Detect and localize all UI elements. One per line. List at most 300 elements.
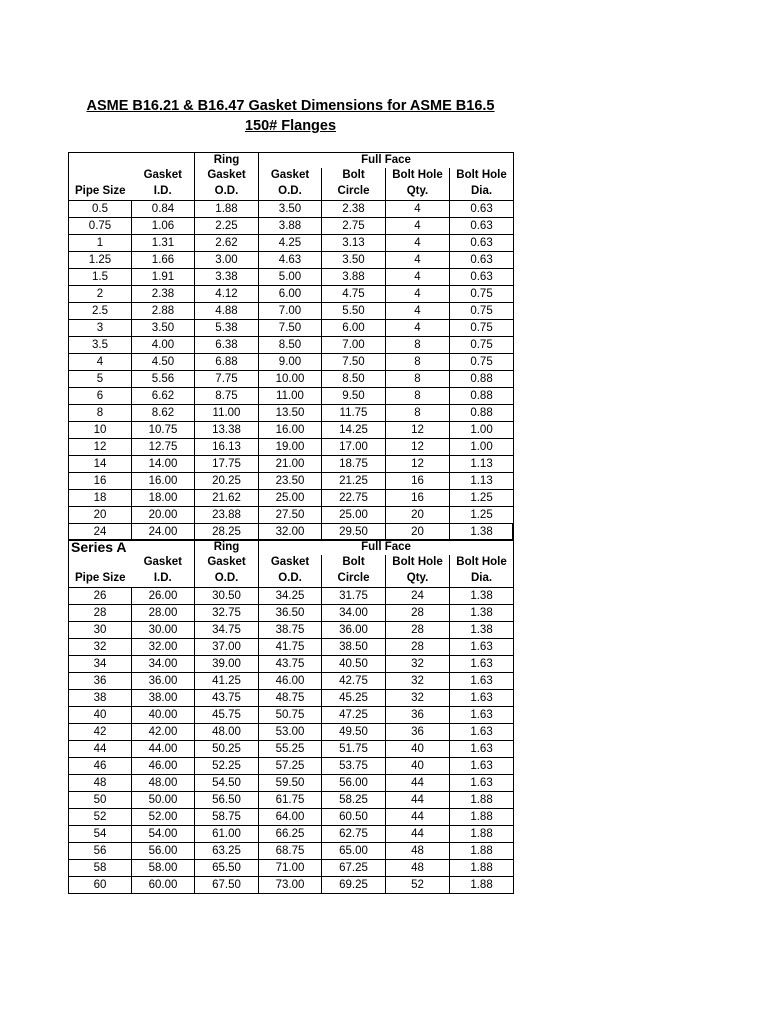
- cell-bolt-hole-qty: 36: [386, 707, 450, 724]
- cell-bolt-hole-dia: 1.88: [450, 826, 514, 843]
- cell-ring-gasket-od: 54.50: [195, 775, 259, 792]
- cell-ring-gasket-od: 4.12: [195, 286, 259, 303]
- cell-bolt-hole-dia: 0.88: [450, 388, 514, 405]
- cell-bolt-circle: 53.75: [322, 758, 386, 775]
- cell-pipe-size: 34: [69, 656, 132, 673]
- cell-pipe-size: 44: [69, 741, 132, 758]
- cell-ff-gasket-od: 7.00: [259, 303, 322, 320]
- cell-bolt-hole-qty: 16: [386, 473, 450, 490]
- header-row-3: [69, 571, 514, 588]
- cell-ff-gasket-od: 36.50: [259, 605, 322, 622]
- cell-ff-gasket-od: 59.50: [259, 775, 322, 792]
- cell-ff-gasket-od: 27.50: [259, 507, 322, 524]
- cell-bolt-hole-dia: 0.63: [450, 235, 514, 252]
- cell-ring-gasket-od: 67.50: [195, 877, 259, 894]
- cell-bolt-hole-qty: 32: [386, 690, 450, 707]
- header-bolt-top: Bolt: [322, 555, 386, 571]
- cell-ff-gasket-od: 61.75: [259, 792, 322, 809]
- cell-bolt-circle: 45.25: [322, 690, 386, 707]
- cell-bolt-circle: 11.75: [322, 405, 386, 422]
- cell-gasket-id: 36.00: [132, 673, 195, 690]
- cell-gasket-id: 52.00: [132, 809, 195, 826]
- table-row: [69, 673, 514, 690]
- cell-ring-gasket-od: 48.00: [195, 724, 259, 741]
- cell-bolt-hole-dia: 1.38: [450, 605, 514, 622]
- cell-bolt-circle: 7.00: [322, 337, 386, 354]
- cell-bolt-circle: 2.38: [322, 201, 386, 218]
- cell-gasket-id: 42.00: [132, 724, 195, 741]
- cell-pipe-size: 0.75: [69, 218, 132, 235]
- cell-gasket-id: 1.66: [132, 252, 195, 269]
- cell-ring-gasket-od: 61.00: [195, 826, 259, 843]
- cell-bolt-hole-dia: 1.38: [450, 622, 514, 639]
- cell-gasket-id: 10.75: [132, 422, 195, 439]
- cell-gasket-id: 1.06: [132, 218, 195, 235]
- cell-gasket-id: 34.00: [132, 656, 195, 673]
- cell-bolt-hole-dia: 0.75: [450, 337, 514, 354]
- table-row: [69, 690, 514, 707]
- cell-bolt-circle: 69.25: [322, 877, 386, 894]
- cell-ff-gasket-od: 3.88: [259, 218, 322, 235]
- header-full-face: Full Face: [259, 153, 514, 169]
- cell-ring-gasket-od: 63.25: [195, 843, 259, 860]
- cell-bolt-hole-qty: 28: [386, 639, 450, 656]
- cell-bolt-circle: 3.13: [322, 235, 386, 252]
- cell-gasket-id: 54.00: [132, 826, 195, 843]
- cell-gasket-id: 8.62: [132, 405, 195, 422]
- header-ff-od: O.D.: [259, 571, 322, 588]
- cell-bolt-circle: 5.50: [322, 303, 386, 320]
- header-ff-gasket-top: Gasket: [259, 168, 322, 184]
- cell-bolt-hole-qty: 4: [386, 286, 450, 303]
- cell-bolt-hole-qty: 40: [386, 758, 450, 775]
- cell-bolt-circle: 9.50: [322, 388, 386, 405]
- cell-pipe-size: 1.5: [69, 269, 132, 286]
- cell-gasket-id: 28.00: [132, 605, 195, 622]
- cell-ring-gasket-od: 34.75: [195, 622, 259, 639]
- cell-bolt-hole-dia: 1.25: [450, 490, 514, 507]
- cell-bolt-circle: 17.00: [322, 439, 386, 456]
- cell-pipe-size: 2: [69, 286, 132, 303]
- cell-bolt-hole-qty: 44: [386, 826, 450, 843]
- cell-gasket-id: 38.00: [132, 690, 195, 707]
- cell-ring-gasket-od: 1.88: [195, 201, 259, 218]
- cell-pipe-size: 58: [69, 860, 132, 877]
- cell-bolt-hole-qty: 8: [386, 388, 450, 405]
- cell-bolt-hole-qty: 4: [386, 252, 450, 269]
- cell-ff-gasket-od: 55.25: [259, 741, 322, 758]
- cell-gasket-id: 44.00: [132, 741, 195, 758]
- cell-ring-gasket-od: 6.38: [195, 337, 259, 354]
- title-line-2: 150# Flanges: [244, 118, 337, 134]
- cell-ring-gasket-od: 21.62: [195, 490, 259, 507]
- header-ff-gasket-top: Gasket: [259, 555, 322, 571]
- cell-ring-gasket-od: 8.75: [195, 388, 259, 405]
- header-gasket-id-top: Gasket: [143, 169, 182, 181]
- cell-ff-gasket-od: 71.00: [259, 860, 322, 877]
- table-row: [69, 252, 514, 269]
- header-qty: Qty.: [386, 184, 450, 201]
- cell-bolt-hole-qty: 4: [386, 320, 450, 337]
- cell-ring-gasket-od: 56.50: [195, 792, 259, 809]
- cell-pipe-size: 14: [69, 456, 132, 473]
- cell-pipe-size: 2.5: [69, 303, 132, 320]
- cell-pipe-size: 0.5: [69, 201, 132, 218]
- cell-ff-gasket-od: 3.50: [259, 201, 322, 218]
- cell-ring-gasket-od: 52.25: [195, 758, 259, 775]
- table-row: [69, 439, 514, 456]
- cell-pipe-size: 5: [69, 371, 132, 388]
- cell-ring-gasket-od: 30.50: [195, 588, 259, 605]
- header-ff-od: O.D.: [259, 184, 322, 201]
- cell-bolt-hole-dia: 1.00: [450, 439, 514, 456]
- cell-bolt-hole-dia: 1.38: [450, 524, 514, 541]
- cell-bolt-hole-dia: 1.63: [450, 775, 514, 792]
- cell-gasket-id: 20.00: [132, 507, 195, 524]
- cell-ff-gasket-od: 21.00: [259, 456, 322, 473]
- cell-bolt-hole-qty: 8: [386, 354, 450, 371]
- cell-bolt-circle: 6.00: [322, 320, 386, 337]
- cell-bolt-hole-qty: 12: [386, 422, 450, 439]
- cell-ff-gasket-od: 53.00: [259, 724, 322, 741]
- table-row: [69, 588, 514, 605]
- header-ring: Ring: [195, 153, 259, 169]
- cell-bolt-circle: 18.75: [322, 456, 386, 473]
- cell-bolt-circle: 40.50: [322, 656, 386, 673]
- cell-ff-gasket-od: 25.00: [259, 490, 322, 507]
- cell-bolt-hole-dia: 1.88: [450, 809, 514, 826]
- table-spacer: [68, 523, 513, 539]
- header-pipe-size: Pipe Size: [69, 571, 132, 588]
- header-bolt-top: Bolt: [322, 168, 386, 184]
- cell-bolt-circle: 7.50: [322, 354, 386, 371]
- cell-bolt-circle: 22.75: [322, 490, 386, 507]
- cell-bolt-hole-qty: 4: [386, 235, 450, 252]
- cell-gasket-id: 12.75: [132, 439, 195, 456]
- header-ring: Ring: [195, 540, 259, 556]
- cell-gasket-id: 48.00: [132, 775, 195, 792]
- cell-bolt-hole-dia: 0.75: [450, 320, 514, 337]
- cell-gasket-id: 4.50: [132, 354, 195, 371]
- header-pipe-size: Pipe Size: [69, 184, 132, 201]
- cell-gasket-id: 26.00: [132, 588, 195, 605]
- cell-bolt-hole-dia: 1.63: [450, 656, 514, 673]
- cell-ring-gasket-od: 37.00: [195, 639, 259, 656]
- cell-ff-gasket-od: 38.75: [259, 622, 322, 639]
- cell-bolt-hole-dia: 1.63: [450, 741, 514, 758]
- cell-bolt-circle: 65.00: [322, 843, 386, 860]
- cell-bolt-circle: 8.50: [322, 371, 386, 388]
- series-a-label: Series A: [69, 540, 195, 556]
- cell-bolt-hole-dia: 0.63: [450, 252, 514, 269]
- cell-bolt-circle: 3.50: [322, 252, 386, 269]
- table-row: [69, 303, 514, 320]
- table-row: [69, 405, 514, 422]
- gasket-table-b16-47-series-a: [68, 539, 514, 894]
- cell-gasket-id: 5.56: [132, 371, 195, 388]
- cell-bolt-hole-qty: 16: [386, 490, 450, 507]
- table-row: [69, 422, 514, 439]
- cell-ff-gasket-od: 16.00: [259, 422, 322, 439]
- cell-pipe-size: 6: [69, 388, 132, 405]
- cell-ring-gasket-od: 43.75: [195, 690, 259, 707]
- cell-pipe-size: 12: [69, 439, 132, 456]
- cell-ring-gasket-od: 50.25: [195, 741, 259, 758]
- table-row: [69, 877, 514, 894]
- table-row: [69, 371, 514, 388]
- cell-ff-gasket-od: 43.75: [259, 656, 322, 673]
- cell-pipe-size: 1.25: [69, 252, 132, 269]
- table-row: [69, 860, 514, 877]
- cell-bolt-hole-dia: 1.63: [450, 724, 514, 741]
- cell-bolt-hole-qty: 28: [386, 605, 450, 622]
- cell-pipe-size: 4: [69, 354, 132, 371]
- cell-gasket-id: 50.00: [132, 792, 195, 809]
- cell-bolt-circle: 4.75: [322, 286, 386, 303]
- table-row: [69, 656, 514, 673]
- cell-gasket-id: 30.00: [132, 622, 195, 639]
- cell-bolt-circle: 34.00: [322, 605, 386, 622]
- title-line-1: ASME B16.21 & B16.47 Gasket Dimensions for ASME B16.5: [86, 98, 495, 114]
- cell-pipe-size: 30: [69, 622, 132, 639]
- cell-bolt-hole-qty: 48: [386, 843, 450, 860]
- cell-ff-gasket-od: 50.75: [259, 707, 322, 724]
- cell-ff-gasket-od: 11.00: [259, 388, 322, 405]
- cell-gasket-id: 24.00: [132, 524, 195, 541]
- cell-bolt-hole-dia: 1.00: [450, 422, 514, 439]
- cell-bolt-hole-qty: 12: [386, 456, 450, 473]
- cell-pipe-size: 50: [69, 792, 132, 809]
- header-row-3: [69, 184, 514, 201]
- cell-bolt-hole-qty: 8: [386, 371, 450, 388]
- header-row-1: [69, 540, 514, 556]
- header-bolt-hole-qty-top: Bolt Hole: [386, 555, 450, 571]
- cell-ring-gasket-od: 16.13: [195, 439, 259, 456]
- table-row: [69, 235, 514, 252]
- cell-ring-gasket-od: 58.75: [195, 809, 259, 826]
- cell-ff-gasket-od: 73.00: [259, 877, 322, 894]
- cell-bolt-hole-qty: 4: [386, 303, 450, 320]
- header-ring-gasket-top: Gasket: [195, 555, 259, 571]
- cell-ring-gasket-od: 11.00: [195, 405, 259, 422]
- cell-bolt-hole-qty: 32: [386, 656, 450, 673]
- cell-pipe-size: 1: [69, 235, 132, 252]
- cell-bolt-hole-dia: 1.13: [450, 456, 514, 473]
- cell-ff-gasket-od: 10.00: [259, 371, 322, 388]
- table-row: [69, 320, 514, 337]
- cell-ff-gasket-od: 64.00: [259, 809, 322, 826]
- cell-bolt-hole-qty: 48: [386, 860, 450, 877]
- cell-bolt-circle: 38.50: [322, 639, 386, 656]
- cell-ff-gasket-od: 48.75: [259, 690, 322, 707]
- header-qty: Qty.: [386, 571, 450, 588]
- table-row: [69, 775, 514, 792]
- cell-bolt-hole-dia: 0.63: [450, 218, 514, 235]
- cell-bolt-hole-qty: 44: [386, 775, 450, 792]
- table-row: [69, 809, 514, 826]
- table-row: [69, 354, 514, 371]
- table-row: [69, 473, 514, 490]
- cell-gasket-id: 1.31: [132, 235, 195, 252]
- cell-pipe-size: 56: [69, 843, 132, 860]
- cell-bolt-hole-qty: 40: [386, 741, 450, 758]
- cell-gasket-id: 0.84: [132, 201, 195, 218]
- cell-ff-gasket-od: 19.00: [259, 439, 322, 456]
- header-dia: Dia.: [450, 571, 514, 588]
- cell-ring-gasket-od: 5.38: [195, 320, 259, 337]
- cell-pipe-size: 10: [69, 422, 132, 439]
- cell-bolt-hole-dia: 1.88: [450, 860, 514, 877]
- cell-bolt-hole-dia: 1.88: [450, 877, 514, 894]
- cell-pipe-size: 16: [69, 473, 132, 490]
- cell-bolt-hole-dia: 0.88: [450, 371, 514, 388]
- cell-bolt-hole-qty: 4: [386, 201, 450, 218]
- cell-pipe-size: 36: [69, 673, 132, 690]
- cell-ring-gasket-od: 13.38: [195, 422, 259, 439]
- cell-bolt-hole-dia: 0.88: [450, 405, 514, 422]
- cell-gasket-id: 58.00: [132, 860, 195, 877]
- cell-ff-gasket-od: 8.50: [259, 337, 322, 354]
- table-row: [69, 792, 514, 809]
- header-bolt-hole-dia-top: Bolt Hole: [450, 555, 514, 571]
- header-row-2: [69, 555, 514, 571]
- cell-gasket-id: 2.88: [132, 303, 195, 320]
- cell-bolt-hole-qty: 20: [386, 524, 450, 541]
- header-circle: Circle: [322, 184, 386, 201]
- cell-pipe-size: 42: [69, 724, 132, 741]
- cell-bolt-hole-dia: 1.63: [450, 707, 514, 724]
- cell-ff-gasket-od: 4.25: [259, 235, 322, 252]
- cell-gasket-id: 46.00: [132, 758, 195, 775]
- cell-bolt-hole-qty: 32: [386, 673, 450, 690]
- header-row-1: [69, 153, 514, 169]
- cell-ring-gasket-od: 2.62: [195, 235, 259, 252]
- header-gasket-id-top: Gasket: [143, 556, 182, 568]
- header-ring-gasket-top: Gasket: [195, 168, 259, 184]
- table-row: [69, 388, 514, 405]
- cell-ff-gasket-od: 5.00: [259, 269, 322, 286]
- cell-gasket-id: 4.00: [132, 337, 195, 354]
- cell-gasket-id: 3.50: [132, 320, 195, 337]
- cell-ring-gasket-od: 2.25: [195, 218, 259, 235]
- cell-bolt-circle: 62.75: [322, 826, 386, 843]
- cell-bolt-hole-dia: 0.63: [450, 269, 514, 286]
- header-bolt-hole-qty-top: Bolt Hole: [386, 168, 450, 184]
- cell-bolt-hole-dia: 1.63: [450, 639, 514, 656]
- cell-pipe-size: 28: [69, 605, 132, 622]
- table-row: [69, 337, 514, 354]
- cell-bolt-circle: 25.00: [322, 507, 386, 524]
- table-row: [69, 741, 514, 758]
- cell-ff-gasket-od: 46.00: [259, 673, 322, 690]
- cell-gasket-id: 16.00: [132, 473, 195, 490]
- cell-pipe-size: 54: [69, 826, 132, 843]
- cell-ff-gasket-od: 7.50: [259, 320, 322, 337]
- cell-pipe-size: 3.5: [69, 337, 132, 354]
- cell-ring-gasket-od: 23.88: [195, 507, 259, 524]
- cell-bolt-hole-qty: 4: [386, 218, 450, 235]
- table-row: [69, 707, 514, 724]
- cell-ring-gasket-od: 6.88: [195, 354, 259, 371]
- header-ring-od: O.D.: [195, 571, 259, 588]
- cell-bolt-circle: 21.25: [322, 473, 386, 490]
- cell-bolt-hole-dia: 1.13: [450, 473, 514, 490]
- cell-bolt-hole-dia: 1.63: [450, 690, 514, 707]
- cell-bolt-hole-dia: 0.75: [450, 303, 514, 320]
- cell-bolt-hole-qty: 4: [386, 269, 450, 286]
- header-ring-od: O.D.: [195, 184, 259, 201]
- cell-gasket-id: 18.00: [132, 490, 195, 507]
- table-row: [69, 218, 514, 235]
- cell-bolt-circle: 14.25: [322, 422, 386, 439]
- cell-ff-gasket-od: 4.63: [259, 252, 322, 269]
- header-id: I.D.: [132, 571, 195, 588]
- cell-bolt-hole-dia: 1.88: [450, 843, 514, 860]
- cell-pipe-size: 3: [69, 320, 132, 337]
- table-row: [69, 758, 514, 775]
- cell-bolt-circle: 29.50: [322, 524, 386, 541]
- cell-ring-gasket-od: 17.75: [195, 456, 259, 473]
- cell-pipe-size: 46: [69, 758, 132, 775]
- cell-ring-gasket-od: 41.25: [195, 673, 259, 690]
- cell-bolt-hole-dia: 0.63: [450, 201, 514, 218]
- header-dia: Dia.: [450, 184, 514, 201]
- cell-ring-gasket-od: 45.75: [195, 707, 259, 724]
- cell-bolt-hole-qty: 28: [386, 622, 450, 639]
- cell-ff-gasket-od: 32.00: [259, 524, 322, 541]
- cell-gasket-id: 60.00: [132, 877, 195, 894]
- cell-ring-gasket-od: 20.25: [195, 473, 259, 490]
- cell-gasket-id: 2.38: [132, 286, 195, 303]
- header-id: I.D.: [132, 184, 195, 201]
- header-full-face: Full Face: [259, 540, 514, 556]
- cell-gasket-id: 1.91: [132, 269, 195, 286]
- cell-ff-gasket-od: 57.25: [259, 758, 322, 775]
- cell-bolt-hole-qty: 8: [386, 337, 450, 354]
- header-bolt-hole-dia-top: Bolt Hole: [450, 168, 514, 184]
- cell-bolt-circle: 67.25: [322, 860, 386, 877]
- table-row: [69, 605, 514, 622]
- cell-ff-gasket-od: 66.25: [259, 826, 322, 843]
- cell-pipe-size: 32: [69, 639, 132, 656]
- cell-bolt-hole-qty: 24: [386, 588, 450, 605]
- cell-pipe-size: 52: [69, 809, 132, 826]
- cell-bolt-circle: 58.25: [322, 792, 386, 809]
- cell-bolt-hole-qty: 36: [386, 724, 450, 741]
- cell-bolt-circle: 36.00: [322, 622, 386, 639]
- cell-bolt-circle: 49.50: [322, 724, 386, 741]
- table-row: [69, 843, 514, 860]
- cell-bolt-hole-qty: 44: [386, 792, 450, 809]
- cell-bolt-hole-dia: 1.63: [450, 758, 514, 775]
- cell-bolt-circle: 2.75: [322, 218, 386, 235]
- cell-pipe-size: 20: [69, 507, 132, 524]
- header-circle: Circle: [322, 571, 386, 588]
- cell-pipe-size: 24: [69, 524, 132, 541]
- cell-bolt-hole-dia: 1.38: [450, 588, 514, 605]
- table-row: [69, 286, 514, 303]
- cell-ring-gasket-od: 28.25: [195, 524, 259, 541]
- cell-bolt-circle: 60.50: [322, 809, 386, 826]
- table-row: [69, 507, 514, 524]
- cell-bolt-hole-dia: 1.88: [450, 792, 514, 809]
- cell-bolt-hole-qty: 44: [386, 809, 450, 826]
- cell-bolt-hole-qty: 8: [386, 405, 450, 422]
- cell-bolt-circle: 56.00: [322, 775, 386, 792]
- cell-ff-gasket-od: 68.75: [259, 843, 322, 860]
- cell-pipe-size: 38: [69, 690, 132, 707]
- cell-ring-gasket-od: 65.50: [195, 860, 259, 877]
